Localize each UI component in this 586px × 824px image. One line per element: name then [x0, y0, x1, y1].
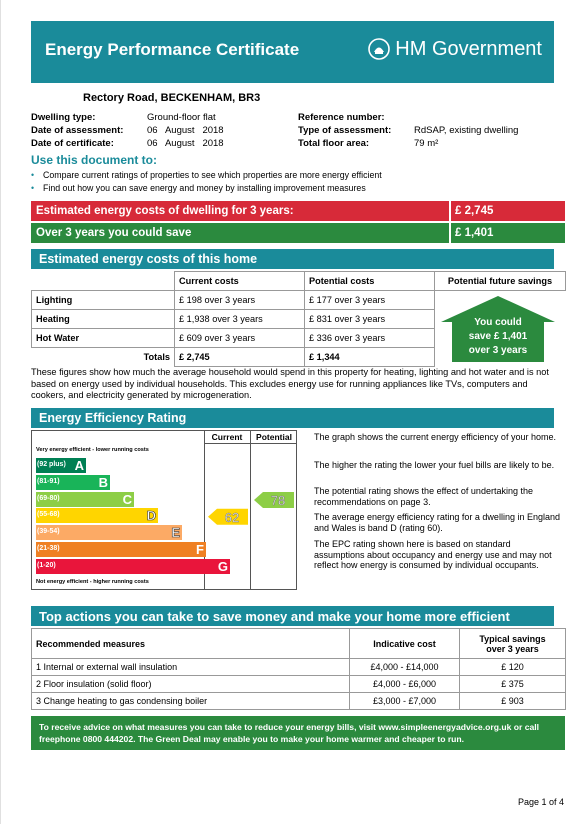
- savings-house-text: You could save £ 1,401 over 3 years: [468, 317, 528, 356]
- cost-potential: £ 336 over 3 years: [305, 329, 435, 348]
- cost-name: Lighting: [32, 291, 175, 310]
- action-measure: 3 Change heating to gas condensing boiler: [32, 693, 350, 710]
- eer-bottom-note: Not energy efficient - higher running costs: [36, 579, 149, 585]
- action-measure: 1 Internal or external wall insulation: [32, 659, 350, 676]
- eer-potential-header: Potential: [256, 432, 292, 442]
- floor-area-value: 79 m²: [414, 138, 439, 149]
- table-row: [32, 693, 566, 710]
- cost-current: £ 1,938 over 3 years: [175, 310, 305, 329]
- current-rating-value: 62: [224, 509, 240, 525]
- bullet-item: • Find out how you can save energy and money by installing improvement measures: [31, 183, 366, 193]
- costs-heading: Estimated energy costs of this home: [31, 249, 554, 269]
- action-cost: £3,000 - £7,000: [350, 693, 460, 710]
- advice-footer: To receive advice on what measures you can take to reduce your energy bills, visit www.simpleenergyadvice.org.uk or call freephone 0800 444202. The Green Deal may enable you to make your home warmer and cheaper to run.: [31, 716, 565, 750]
- eer-current-header: Current: [211, 432, 243, 442]
- cost-current: £ 198 over 3 years: [175, 291, 305, 310]
- rating-band-range: (1-20): [37, 561, 56, 569]
- rating-band-range: (21-38): [37, 545, 60, 552]
- eer-text-1: The graph shows the current energy efficiency of your home.: [314, 432, 556, 442]
- rating-band-letter: E: [171, 525, 180, 541]
- date-certificate-label: Date of certificate:: [31, 138, 114, 149]
- rating-band-letter: C: [122, 491, 132, 507]
- potential-rating-value: 78: [270, 493, 286, 508]
- eer-text-3: The potential rating shows the effect of undertaking the recommendations on page 3.: [314, 486, 533, 507]
- floor-area-label: Total floor area:: [298, 138, 370, 149]
- actions-heading: Top actions you can take to save money and make your home more efficient: [31, 606, 554, 626]
- savings-value: £ 1,401: [449, 223, 565, 243]
- dwelling-type-label: Dwelling type:: [31, 112, 96, 123]
- property-address: Rectory Road, BECKENHAM, BR3: [83, 92, 261, 104]
- date-assessment-value: 06 August 2018: [147, 125, 224, 136]
- rating-band-letter: F: [196, 542, 204, 557]
- bullet-item: • Compare current ratings of properties to see which properties are more energy efficient: [31, 170, 382, 180]
- header-title: Energy Performance Certificate: [45, 40, 300, 59]
- rating-band-range: (69-80): [37, 494, 60, 502]
- estimated-cost-label: Estimated energy costs of dwelling for 3 years:: [36, 205, 294, 217]
- use-document-heading: Use this document to:: [31, 153, 158, 167]
- estimated-cost-value: £ 2,745: [449, 201, 565, 221]
- action-saving: £ 903: [460, 693, 566, 710]
- eer-top-note: Very energy efficient - lower running costs: [36, 447, 149, 453]
- table-row: [32, 676, 566, 693]
- eer-heading: Energy Efficiency Rating: [31, 408, 554, 428]
- page-number: Page 1 of 4: [517, 797, 564, 807]
- action-saving: £ 120: [460, 659, 566, 676]
- date-certificate-value: 06 August 2018: [147, 138, 224, 149]
- rating-band-letter: G: [217, 558, 228, 574]
- rating-band-letter: B: [98, 474, 108, 490]
- cost-name: Heating: [32, 310, 175, 329]
- eer-text-4: The average energy efficiency rating for a dwelling in England and Wales is band D (rating 60).: [314, 512, 560, 533]
- eer-text-2: The higher the rating the lower your fuel bills are likely to be.: [314, 460, 555, 470]
- cost-potential: £ 177 over 3 years: [305, 291, 435, 310]
- cost-potential: £ 831 over 3 years: [305, 310, 435, 329]
- action-measure: 2 Floor insulation (solid floor): [32, 676, 350, 693]
- rating-band-range: (39-54): [37, 528, 60, 536]
- eer-text-5: The EPC rating shown here is based on standard assumptions about occupancy and energy use and may not reflect how energy is consumed by individual occupants.: [314, 539, 552, 570]
- rating-band-range: (81-91): [37, 477, 60, 485]
- costs-explanation: These figures show how much the average household would spend in this property for heating, lighting and hot water and is not based on energy used by individual households. This excludes energy use for running appliances like TVs, computers and cookers, and electricity generated by microgeneration.: [31, 367, 549, 400]
- action-saving: £ 375: [460, 676, 566, 693]
- savings-label: Over 3 years you could save: [36, 227, 192, 239]
- costs-header-current: Current costs: [175, 272, 305, 291]
- rating-band-range: (55-68): [37, 511, 60, 519]
- actions-header-cost: Indicative cost: [350, 629, 460, 659]
- cost-current: £ 609 over 3 years: [175, 329, 305, 348]
- rating-band-letter: A: [74, 458, 84, 473]
- action-cost: £4,000 - £14,000: [350, 659, 460, 676]
- actions-table: [31, 628, 566, 710]
- costs-header-potential: Potential costs: [305, 272, 435, 291]
- rating-band-range: (92 plus): [37, 461, 66, 468]
- total-potential: £ 1,344: [305, 348, 435, 367]
- totals-label: Totals: [32, 348, 175, 367]
- reference-label: Reference number:: [298, 112, 385, 123]
- date-assessment-label: Date of assessment:: [31, 125, 124, 136]
- action-cost: £4,000 - £6,000: [350, 676, 460, 693]
- hm-government-text: HM Government: [395, 37, 542, 60]
- rating-band-letter: D: [146, 508, 156, 524]
- total-current: £ 2,745: [175, 348, 305, 367]
- actions-header-savings: Typical savings over 3 years: [460, 629, 566, 659]
- cost-name: Hot Water: [32, 329, 175, 348]
- type-assessment-label: Type of assessment:: [298, 125, 392, 136]
- type-assessment-value: RdSAP, existing dwelling: [414, 125, 519, 136]
- actions-header-measure: Recommended measures: [32, 629, 350, 659]
- dwelling-type-value: Ground-floor flat: [147, 112, 216, 123]
- costs-header-savings: Potential future savings: [435, 272, 566, 291]
- table-row: [32, 659, 566, 676]
